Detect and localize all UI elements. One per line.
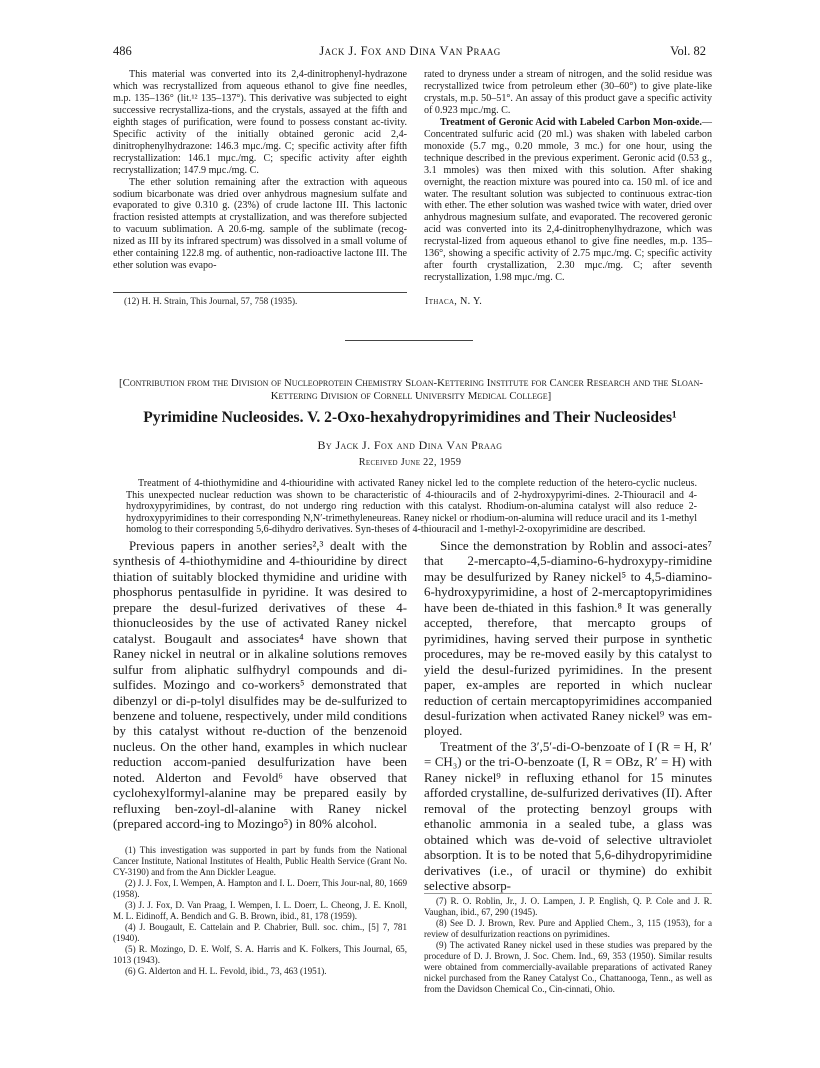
volume-label: Vol. 82 [670, 44, 706, 58]
footnote: (4) J. Bougault, E. Cattelain and P. Chabrier, Bull. soc. chim., [5] 7, 781 (1940). [113, 922, 407, 943]
footnote: (7) R. O. Roblin, Jr., J. O. Lampen, J. P. English, Q. P. Cole and J. R. Vaughan, ibid., 67, 290 (1945). [424, 896, 712, 917]
prev-paragraph: rated to dryness under a stream of nitrogen, and the solid residue was recrystallized twice from petroleum ether (30–60°) to give plate-like crystals, m.p. 50–51°. An assay of this product gave a specific activity of 0.923 mμc./mg. C. [424, 69, 712, 116]
body-left-column [113, 539, 407, 833]
page-number: 486 [113, 44, 132, 58]
footnote: (9) The activated Raney nickel used in these studies was prepared by the procedure of D. J. Brown, J. Soc. Chem. Ind., 69, 353 (1950). Similar results were obtained from commercially-available preparations of activated Raney nickel purchased from the Raney Catalyst Co., Chattanooga, Tenn., as well as from the Davidson Chemical Co., Cin-cinnati, Ohio. [424, 940, 712, 994]
body-right-column [424, 539, 712, 894]
footnote: (5) R. Mozingo, D. E. Wolf, S. A. Harris and K. Folkers, This Journal, 65, 1013 (1943). [113, 944, 407, 965]
received-date: Received June 22, 1959 [358, 457, 462, 468]
prev-paragraph: The ether solution remaining after the extraction with aqueous sodium bicarbonate was dried over anhydrous magnesium sulfate and evaporated to give 0.310 g. (23%) of crude lactone III. This lactonic fraction resisted attempts at crystallization, and was therefore subjected to vacuum sublimation. A 20.6-mg. sample of the sublimate (recog-nized as III by its infrared spectrum) was dissolved in a small volume of ether containing 122.8 mg. of authentic, non-radioactive lactone III. The ether solution was evapo- [113, 176, 407, 272]
prev-paragraph: This material was converted into its 2,4-dinitrophenyl-hydrazone which was recrystallized from aqueous ethanol to give fine needles, m.p. 135–136° (lit.¹² 135–137°). This derivative was subjected to eight successive recrystalliza-tions, and the crystals, assayed at the fifth and eighth stages of purification, were found to possess constant ac-tivity. Specific activity of the initially obtained geronic acid 2,4-dinitrophenylhydrazone: 146.3 mμc./mg. C; specific activity after fifth recrystallization: 146.1 mμc./mg. C; specific activity after eighth recrystallization; 147.9 mμc./mg. C. [113, 69, 407, 176]
footnote-divider [113, 292, 407, 293]
prev-article-left-column [113, 69, 407, 272]
body-paragraph: Previous papers in another series²,³ dealt with the synthesis of 4-thiothymidine and 4-thiouridine by direct thiation of suitably blocked thymidine and uridine with phosphorus pentasulfide in pyridine. It was desired to prepare the desul-furized derivatives of these 4-thionucleosides by the use of activated Raney nickel catalyst. Bougault and associates⁴ have shown that Raney nickel in neutral or in alkaline solutions removes sulfur from aliphatic sulfhydryl compounds and di-sulfides. Mozingo and co-workers⁵ demonstrated that dibenzyl or di-p-tolyl disulfides may be de-sulfurized to benzene and toluene, respectively, under mild conditions by this catalyst without re-duction of the benzenoid nucleus. On the other hand, examples in which nuclear reduction accom-panied desulfurization have been noted. Alderton and Fevold⁶ have observed that cyclohexylformyl-alanine may be prepared easily by refluxing ben-zoyl-dl-alanine with Raney nickel (prepared accord-ing to Mozingo⁵) in 80% alcohol. [113, 539, 407, 832]
footnote-12: (12) H. H. Strain, This Journal, 57, 758 (1935). [124, 296, 298, 306]
article-title: Pyrimidine Nucleosides. V. 2-Oxo-hexahydropyrimidines and Their Nucleosides¹ [143, 409, 677, 426]
contribution-line: [Contribution from the Division of Nucleoprotein Chemistry Sloan-Kettering Institute for Cancer Research and the Sloan-Kettering Division of Cornell University Medical College] [119, 377, 703, 402]
footnote: (3) J. J. Fox, D. Van Praag, I. Wempen, I. L. Doerr, L. Cheong, J. E. Knoll, M. L. Eidinoff, A. Bendich and G. B. Brown, ibid., 81, 178 (1959). [113, 900, 407, 921]
footnote: (1) This investigation was supported in part by funds from the National Cancer Institute, National Institutes of Health, Public Health Service (Grant No. CY-3190) and from the Ann Dickler League. [113, 845, 407, 877]
footnote: (8) See D. J. Brown, Rev. Pure and Applied Chem., 3, 115 (1953), for a review of desulfurization reactions on pyrimidines. [424, 918, 712, 939]
prev-article-right-column [424, 69, 712, 284]
experimental-text: —Concentrated sulfuric acid (20 ml.) was shaken with labeled carbon monoxide (5.7 mg., 0.20 mmole, 3 mc.) for one hour, using the technique described in the previous experiment. Geronic acid (0.53 g., 3.1 mmoles) was then mixed with this solution. After shaking overnight, the reaction mixture was poured into ca. 150 ml. of ice and water. The resultant solution was subjected to continuous extrac-tion with ether. The ether solution was washed twice with water, dried over anhydrous magnesium sulfate, and evaporated. The recovered geronic acid was converted into its 2,4-dinitrophenylhydrazone, which was recrystal-lized from aqueous ethanol to give fine needles, m.p. 135–136°, showing a specific activity of 2.75 mμc./mg. C; specific activity after fourth crystallization, 2.30 mμc./mg. C; after seventh recrystallization, 1.98 mμc./mg. C. [424, 116, 712, 284]
footnotes-right [424, 896, 712, 995]
place-label: Ithaca, N. Y. [425, 296, 483, 307]
running-title: Jack J. Fox and Dina Van Praag [319, 44, 501, 58]
article-separator [345, 340, 473, 341]
body-paragraph: Since the demonstration by Roblin and associ-ates⁷ that 2-mercapto-4,5-diamino-6-hydroxypy-rimidine may be desulfurized by Raney nickel⁵ to 4,5-diamino-6-hydroxypyrimidine, a host of 2-mercaptopyrimidines have been de-thiated in this fashion.⁸ It was generally accepted, therefore, that mercapto groups of pyrimidines, having served their purpose in synthetic procedures, may be re-moved easily by this catalyst to yield the desul-furized pyrimidines. In the present paper, ex-amples are reported in which nuclear reduction of certain mercaptopyrimidines accompanied desul-furization when activated Raney nickel⁹ was em-ployed. [424, 539, 712, 739]
prev-paragraph-experimental [424, 117, 712, 284]
article-authors: By Jack J. Fox and Dina Van Praag [317, 438, 503, 452]
abstract: Treatment of 4-thiothymidine and 4-thiouridine with activated Raney nickel led to the complete reduction of the hetero-cyclic nucleus. This unexpected nuclear reduction was shown to be characteristic of 4-thiouracils and of 2-hydroxypyrimi-dines. 2-Thiouracil and 4-hydroxypyrimidines, by contrast, do not undergo ring reduction with this catalyst. Rhodium-on-alumina catalyst will also reduce 2-hydroxypyrimidines to their corresponding N,N′-trimethyleneureas. Raney nickel or rhodium-on-alumina will reduce uracil and its 1-methyl homolog to their corresponding 5,6-dihydro derivatives. Syn-theses of 4-thiouracil and 1-methyl-2-oxopyrimidine are described. [126, 478, 697, 535]
footnote: (2) J. J. Fox, I. Wempen, A. Hampton and I. L. Doerr, This Jour-nal, 80, 1669 (1958). [113, 878, 407, 899]
body-paragraph: Treatment of the 3′,5′-di-O-benzoate of I (R = H, R′ = CH₃) or the tri-O-benzoate (I, R = OBz, R′ = H) with Raney nickel⁹ in refluxing ethanol for 15 minutes afforded crystalline, de-sulfurized derivatives (II). After removal of the protecting benzoyl groups with ethanolic ammonia in a sealed tube, a glass was obtained which was de-void of selective ultraviolet absorption. It is to be noted that 5,6-dihydropyrimidine derivatives (i.e., of uracil or thymine) do exhibit selective absorp- [424, 739, 712, 893]
footnotes-left [113, 845, 407, 977]
footnote-divider [424, 893, 712, 894]
footnote: (6) G. Alderton and H. L. Fevold, ibid., 73, 463 (1951). [125, 966, 327, 976]
experimental-heading: Treatment of Geronic Acid with Labeled Carbon Mon-oxide. [440, 116, 702, 128]
